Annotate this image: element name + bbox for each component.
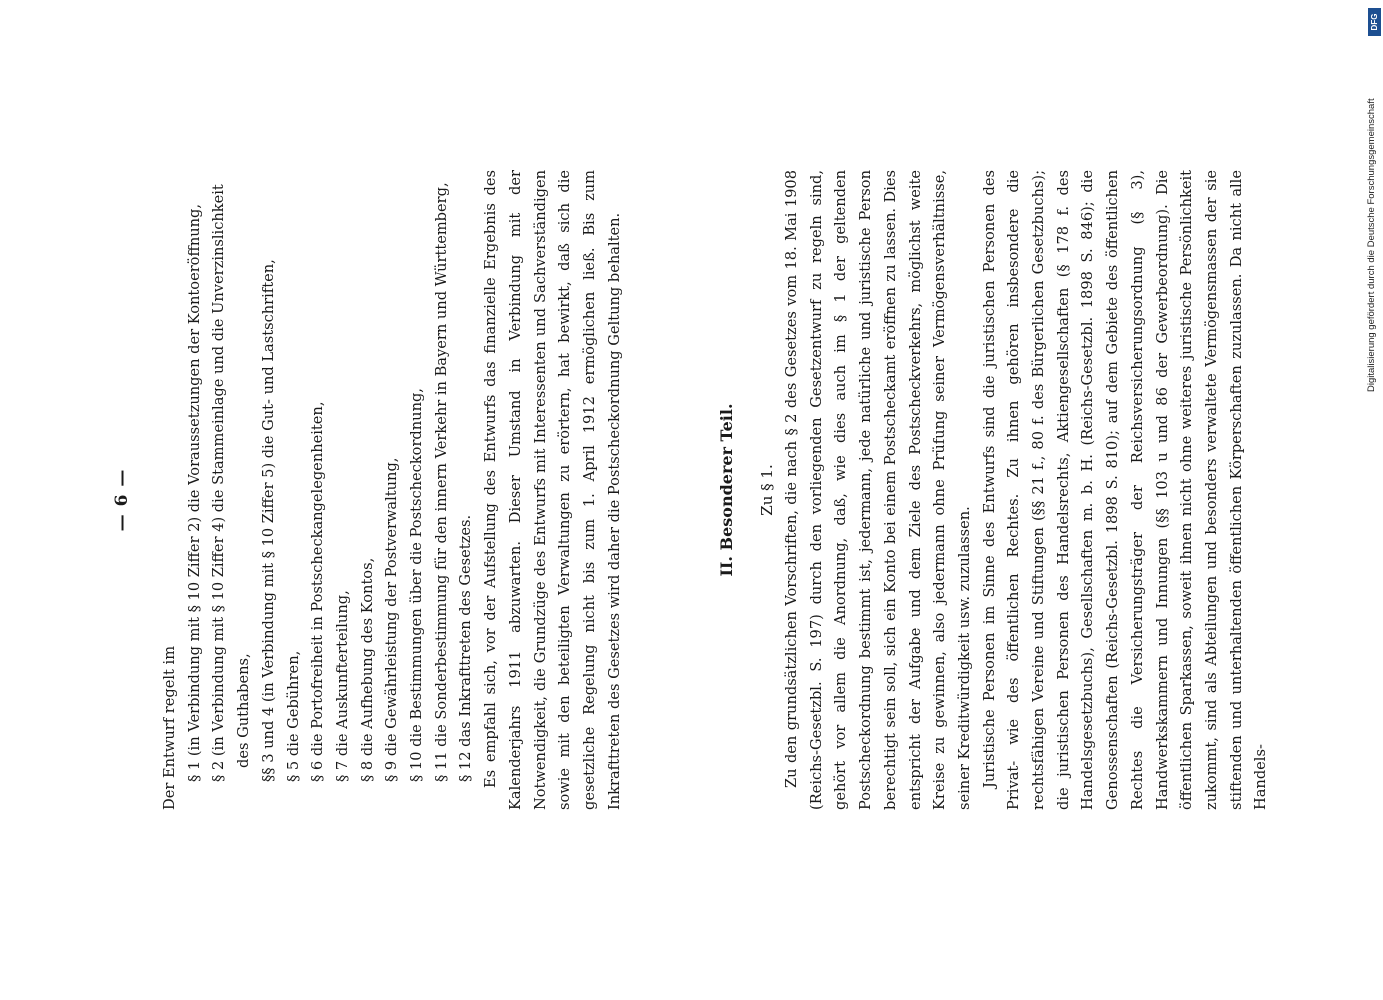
section-subheading: Zu § 1. <box>758 464 776 516</box>
list-item: § 7 die Auskunfterteilung, <box>333 590 351 782</box>
intro-line: Der Entwurf regelt im <box>161 645 178 810</box>
paragraph: Es empfahl sich, vor der Aufstellung des Entwurfs das finanzielle Ergebnis des Kalenderjahrs 1911 abzuwarten. Dieser Umstand in Verbindung mit der Notwendigkeit, die Grundzüge des Entwurfs mit Interessenten und Sachverständigen sowie mit den beteiligten Verwaltungen zu erörtern, hat bewirkt, daß sich die gesetzliche Regelung nicht bis zum 1. April 1912 ermöglichen ließ. Bis zum Inkrafttreten des Gesetzes wird daher die Postscheckordnung Geltung behalten. <box>482 170 623 810</box>
list-item: § 2 (in Verbindung mit § 10 Ziffer 4) die Stammeinlage und die Unverzinslichkeit des Guthabens, <box>210 184 253 782</box>
list-item: § 11 die Sonderbestimmung für den innern Verkehr in Bayern und Württemberg, <box>432 182 450 782</box>
part-one <box>158 170 627 810</box>
paragraph: Juristische Personen im Sinne des Entwurfs sind die juristischen Personen des Privat- wie des öffentlichen Rechtes. Zu ihnen gehören insbesondere die rechtsfähigen Vereine und Stiftungen (§§ 21 f., 80 f. des Bürgerlichen Gesetzbuchs); die juristischen Personen des Handelsrechts, Aktiengesellschaften (§ 178 f. des Handelsgesetzbuchs), Gesellschaften m. b. H. (Reichs-Gesetzbl. 1898 S. 846); die Genossenschaften (Reichs-Gesetzbl. 1898 S. 810); auf dem Gebiete des öffentlichen Rechtes die Versicherungsträger der Reichsversicherungsordnung (§ 3), Handwerkskammern und Innungen (§§ 103 u und 86 der Gewerbeordnung). Die öffentlichen Sparkassen, soweit ihnen nicht ohne weiteres juristische Persönlichkeit zukommt, sind als Abteilungen und besonders verwaltete Vermögensmassen der sie stiftenden und unterhaltenden öffentlichen Körperschaften zuzulassen. Da nicht alle Handels- <box>980 170 1270 810</box>
dfg-logo: DFG <box>1368 8 1381 36</box>
paragraph: Zu den grundsätzlichen Vorschriften, die nach § 2 des Gesetzes vom 18. Mai 1908 (Reichs-Gesetzbl. S. 197) durch den vorliegenden Gesetzentwurf zu regeln sind, gehört vor allem die Anordnung, daß, wie dies auch im § 1 der geltenden Postscheckordnung bestimmt ist, jedermann, jede natürliche und juristische Person berechtigt sein soll, sich ein Konto bei einem Postscheckamt eröffnen zu lassen. Dies entspricht der Aufgabe und dem Ziele des Postscheckverkehrs, möglichst weite Kreise zu gewinnen, also jedermann ohne Prüfung seiner Vermögensverhältnisse, seiner Kreditwürdigkeit usw. zuzulassen. <box>783 170 973 810</box>
section-heading: II. Besonderer Teil. <box>717 403 736 577</box>
list-item: § 10 die Bestimmungen über die Postscheckordnung, <box>408 388 426 782</box>
list-item: § 8 die Aufhebung des Kontos, <box>358 557 376 782</box>
list-item: § 6 die Portofreiheit in Postscheckangelegenheiten, <box>309 401 327 782</box>
provision-list <box>183 170 479 810</box>
part-two <box>780 170 1274 810</box>
list-item: § 12 das Inkrafttreten des Gesetzes. <box>457 514 475 782</box>
list-item: §§ 3 und 4 (in Verbindung mit § 10 Ziffer 5) die Gut- und Lastschriften, <box>259 259 277 782</box>
list-item: § 1 (in Verbindung mit § 10 Ziffer 2) die Voraussetzungen der Kontoeröffnung, <box>185 203 203 782</box>
funding-note: Digitalisierung gefördert durch die Deutsche Forschungsgemeinschaft <box>1366 98 1377 392</box>
list-item: § 5 die Gebühren, <box>284 650 302 782</box>
list-item: § 9 die Gewährleistung der Postverwaltung, <box>383 457 401 782</box>
page-number: — 6 — <box>112 468 132 532</box>
